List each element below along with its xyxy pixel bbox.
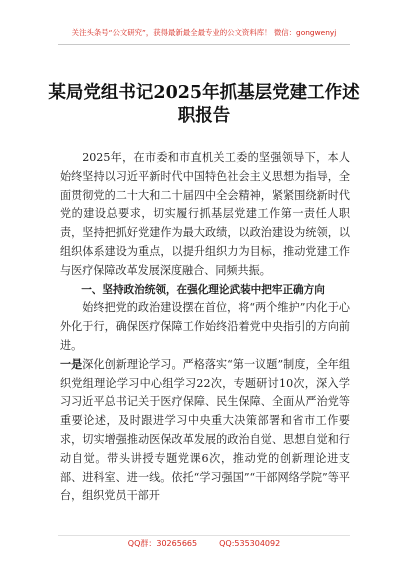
- document-body: [60, 149, 350, 506]
- header-divider: [58, 44, 350, 45]
- section-1-lead-marker: 一是: [60, 357, 83, 371]
- intro-paragraph: 2025年，在市委和市直机关工委的坚强领导下，本人始终坚持以习近平新时代中国特色社会主义思想为指导，全面贯彻党的二十大和二十届四中全会精神，紧紧围绕新时代党的建设总要求，切实履行抓基层党建工作第一责任人职责，坚持把抓好党建作为最大政绩，以政治建设为统领，以组织体系建设为重点，以提升组织力为目标，推动党建工作与医疗保障改革发展深度融合、同频共振。: [60, 151, 350, 277]
- footer-qq-group: QQ群：30265665: [127, 539, 198, 548]
- header-promo-note: 关注头条号“公文研究”，获得最新最全最专业的公文资料库！ 微信：gongwenyj: [71, 28, 337, 37]
- section-1-paragraph-2-text: 深化创新理论学习。严格落实“第一议题”制度，全年组织党组理论学习中心组学习22次，专题研讨10次，深入学习习近平总书记关于医疗保障、民生保障、全面从严治党等重要论述，及时跟进学习中央重大决策部署和省市工作要求，切实增强推动医保改革发展的政治自觉、思想自觉和行动自觉。带头讲授专题党课6次，推动党的创新理论进支部、进科室、进一线。依托“学习强国”“干部网络学院”等平台，组织党员干部开: [60, 357, 350, 503]
- title-line-1: 某局党组书记2025年抓基层党建工作述: [48, 83, 360, 103]
- footer-qq: QQ:535304092: [219, 539, 281, 548]
- title-line-2: 职报告: [177, 106, 231, 126]
- footer-contact: [0, 538, 408, 549]
- section-1-paragraph-1: 始终把党的政治建设摆在首位，将“两个维护”内化于心外化于行，确保医疗保障工作始终沿着党中央指引的方向前进。: [60, 301, 350, 352]
- section-1-heading: 一、坚持政治统领，在强化理论武装中把牢正确方向: [81, 283, 325, 296]
- footer-divider: [58, 535, 350, 536]
- section-1-paragraph-2: [60, 356, 350, 506]
- document-title: [40, 82, 368, 128]
